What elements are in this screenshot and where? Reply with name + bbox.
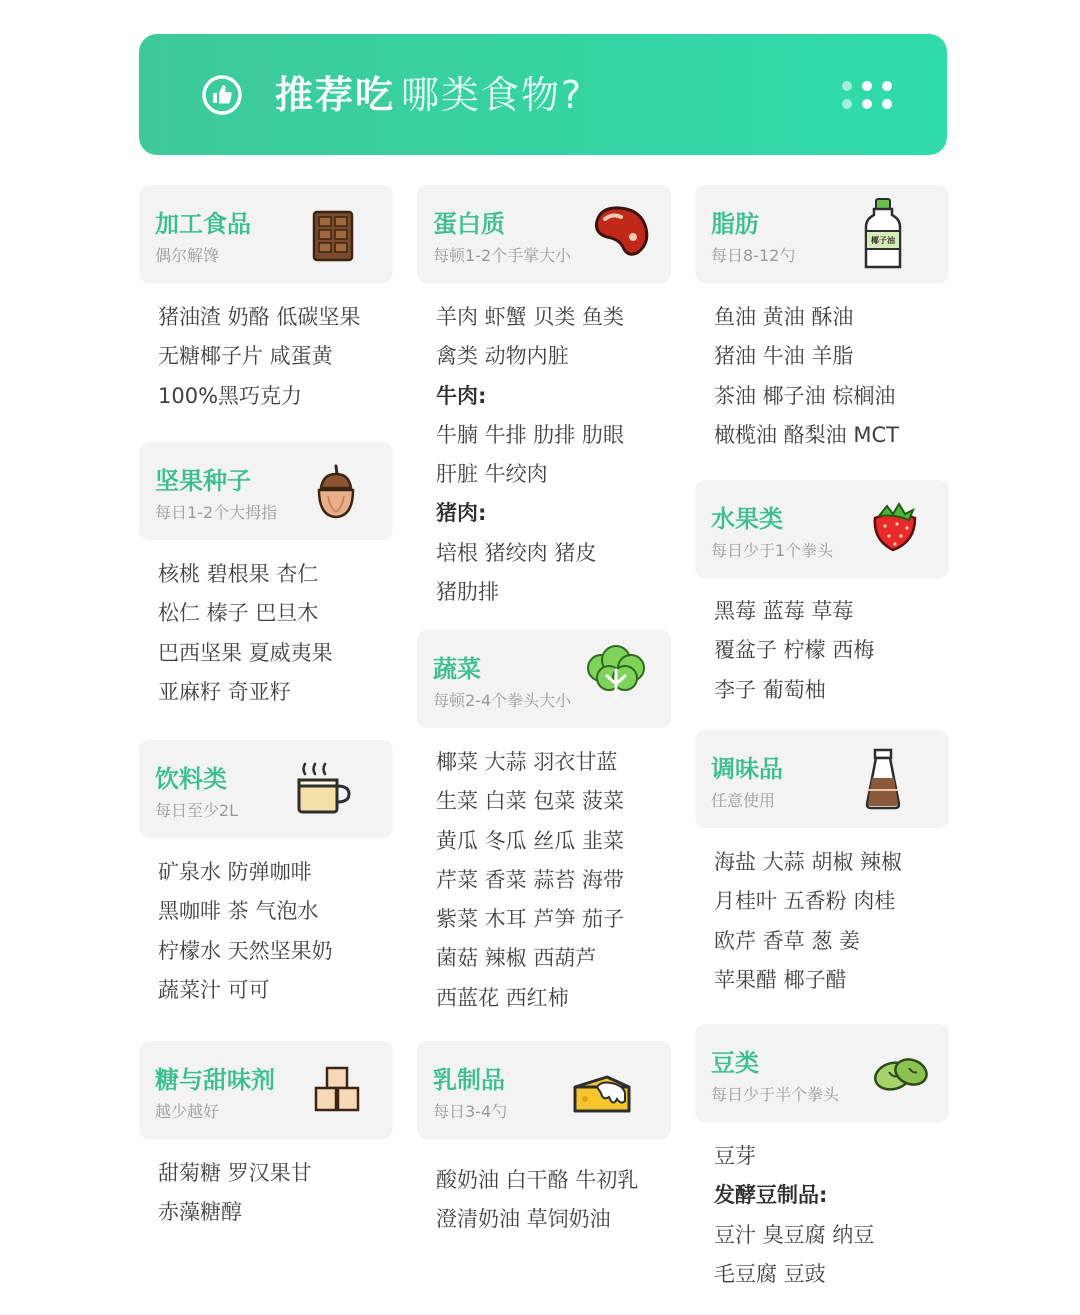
- card-protein: [417, 185, 671, 283]
- hot-cup-icon: [295, 760, 353, 818]
- card-subtitle: 每日至少2L: [155, 801, 239, 820]
- bottle-label: 椰子油: [871, 236, 895, 245]
- page-title: [275, 67, 583, 123]
- oil-bottle-icon: [863, 197, 903, 271]
- list-item: 橄榄油 酪梨油 MCT: [714, 422, 899, 447]
- nuts-seeds-list: [158, 555, 408, 712]
- list-item: 羊肉 虾蟹 贝类 鱼类: [436, 305, 625, 329]
- list-item: 毛豆腐 豆豉: [714, 1261, 826, 1286]
- list-subheading: 猪肉:: [436, 501, 487, 526]
- steak-icon: [591, 203, 653, 259]
- list-item: 豆芽: [714, 1144, 756, 1168]
- card-title: 蛋白质: [433, 210, 505, 238]
- list-item: 100%黑巧克力: [158, 383, 303, 408]
- list-item: 牛腩 牛排 肋排 肋眼: [436, 422, 625, 447]
- card-title: 糖与甜味剂: [155, 1066, 275, 1094]
- list-item: 黄瓜 冬瓜 丝瓜 韭菜: [436, 828, 625, 853]
- lettuce-icon: [583, 644, 649, 700]
- list-item: 松仁 榛子 巴旦木: [158, 601, 319, 626]
- list-item: 黑咖啡 茶 气泡水: [158, 899, 319, 924]
- fat-list: [714, 298, 964, 455]
- list-item: 柠檬水 天然坚果奶: [158, 938, 333, 963]
- beans-list: [714, 1137, 964, 1294]
- strawberry-icon: [869, 500, 919, 552]
- card-fruit: [695, 480, 949, 578]
- list-item: 猪肋排: [436, 580, 499, 605]
- card-subtitle: 每顿1-2个手掌大小: [433, 246, 572, 265]
- list-item: 酸奶油 白干酪 牛初乳: [436, 1168, 639, 1192]
- list-subheading: 发酵豆制品:: [714, 1183, 828, 1208]
- card-vegetables: [417, 630, 671, 728]
- sweeteners-list: [158, 1154, 408, 1233]
- card-title: 乳制品: [433, 1066, 505, 1094]
- list-item: 茶油 椰子油 棕榈油: [714, 383, 896, 408]
- list-subheading: 牛肉:: [436, 383, 487, 408]
- list-item: 赤藻糖醇: [158, 1200, 242, 1225]
- sugar-cubes-icon: [313, 1065, 361, 1113]
- card-subtitle: 每日1-2个大拇指: [155, 503, 278, 522]
- card-condiments: [695, 730, 949, 828]
- card-subtitle: 每日8-12勺: [711, 246, 796, 265]
- card-title: 脂肪: [711, 210, 759, 238]
- card-subtitle: 偶尔解馋: [155, 246, 220, 265]
- drinks-list: [158, 853, 408, 1010]
- list-item: 培根 猪绞肉 猪皮: [436, 540, 597, 565]
- vegetables-list: [436, 743, 686, 1018]
- chocolate-bar-icon: [311, 209, 355, 263]
- list-item: 李子 葡萄柚: [714, 677, 826, 702]
- card-title: 饮料类: [155, 765, 227, 793]
- condiments-list: [714, 843, 964, 1000]
- list-item: 覆盆子 柠檬 西梅: [714, 638, 875, 663]
- hazelnut-icon: [313, 464, 359, 520]
- list-item: 猪油渣 奶酪 低碳坚果: [158, 305, 361, 329]
- list-item: 禽类 动物内脏: [436, 344, 569, 369]
- processed-food-list: [158, 298, 408, 416]
- card-title: 豆类: [711, 1049, 759, 1077]
- list-item: 蔬菜汁 可可: [158, 977, 270, 1002]
- card-subtitle: 每日少于1个拳头: [711, 541, 834, 560]
- list-item: 矿泉水 防弹咖啡: [158, 860, 312, 884]
- list-item: 巴西坚果 夏威夷果: [158, 640, 333, 665]
- list-item: 欧芹 香草 葱 姜: [714, 928, 861, 953]
- list-item: 芹菜 香菜 蒜苔 海带: [436, 867, 625, 892]
- beans-icon: [871, 1054, 931, 1094]
- list-item: 紫菜 木耳 芦笋 茄子: [436, 907, 625, 932]
- card-title: 坚果种子: [155, 467, 251, 495]
- list-item: 月桂叶 五香粉 肉桂: [714, 889, 896, 914]
- title-rest: 哪类食物?: [401, 73, 584, 117]
- fruit-list: [714, 592, 964, 710]
- list-item: 菌菇 辣椒 西葫芦: [436, 946, 597, 971]
- list-item: 生菜 白菜 包菜 菠菜: [436, 789, 625, 814]
- list-item: 鱼油 黄油 酥油: [714, 305, 854, 329]
- card-title: 蔬菜: [433, 655, 481, 683]
- thumbs-up-icon: [201, 74, 243, 116]
- card-processed-food: [139, 185, 393, 283]
- card-title: 加工食品: [155, 210, 251, 238]
- card-nuts-seeds: [139, 442, 393, 540]
- list-item: 苹果醋 椰子醋: [714, 967, 847, 992]
- list-item: 黑莓 蓝莓 草莓: [714, 599, 854, 623]
- dots-icon: [839, 78, 899, 112]
- list-item: 海盐 大蒜 胡椒 辣椒: [714, 850, 903, 874]
- list-item: 豆汁 臭豆腐 纳豆: [714, 1222, 875, 1247]
- header-banner: [139, 34, 947, 155]
- list-item: 肝脏 牛绞肉: [436, 462, 548, 487]
- card-subtitle: 越少越好: [155, 1102, 220, 1121]
- card-sweeteners: [139, 1041, 393, 1139]
- list-item: 猪油 牛油 羊脂: [714, 344, 854, 369]
- list-item: 甜菊糖 罗汉果甘: [158, 1161, 312, 1185]
- card-subtitle: 每日少于半个拳头: [711, 1085, 840, 1104]
- card-title: 调味品: [711, 755, 783, 783]
- card-title: 水果类: [711, 505, 783, 533]
- sauce-bottle-icon: [863, 748, 903, 810]
- card-subtitle: 每顿2-4个拳头大小: [433, 691, 572, 710]
- card-dairy: [417, 1041, 671, 1139]
- list-item: 核桃 碧根果 杏仁: [158, 562, 319, 586]
- list-item: 西蓝花 西红柿: [436, 985, 569, 1010]
- list-item: 澄清奶油 草饲奶油: [436, 1207, 611, 1232]
- card-subtitle: 任意使用: [711, 791, 776, 810]
- card-drinks: [139, 740, 393, 838]
- list-item: 亚麻籽 奇亚籽: [158, 679, 291, 704]
- card-subtitle: 每日3-4勺: [433, 1102, 508, 1121]
- card-beans: [695, 1024, 949, 1122]
- list-item: 无糖椰子片 咸蛋黄: [158, 344, 333, 369]
- title-main: 推荐吃: [275, 73, 396, 117]
- cheese-icon: [571, 1071, 633, 1119]
- list-item: 椰菜 大蒜 羽衣甘蓝: [436, 750, 618, 774]
- dairy-list: [436, 1161, 686, 1240]
- protein-list: [436, 298, 686, 612]
- card-fat: [695, 185, 949, 283]
